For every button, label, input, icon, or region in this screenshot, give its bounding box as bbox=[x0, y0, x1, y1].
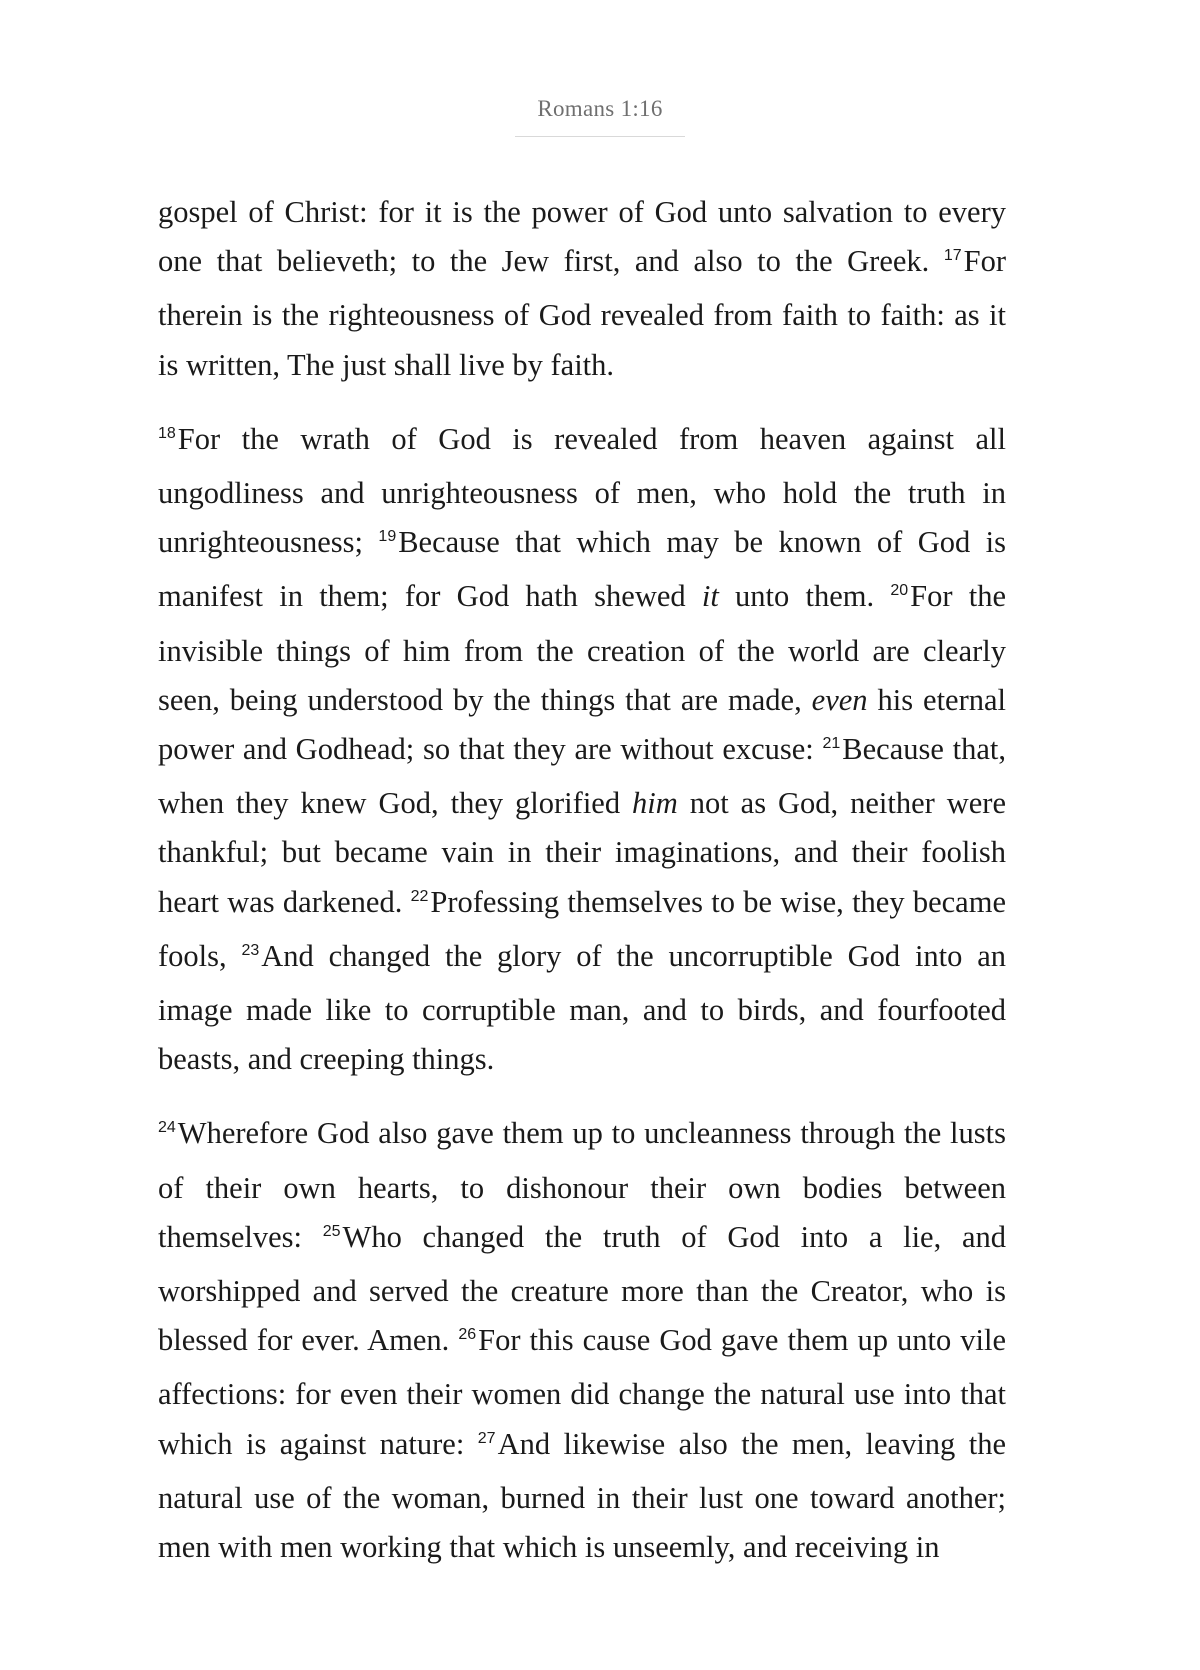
verse-number: 26 bbox=[458, 1326, 477, 1344]
verse-text: Because that, when they knew God, they glorified bbox=[158, 732, 1006, 821]
verse-text: For the invisible things of him from the creation of the world are clearly seen, being understood by the things that are made, bbox=[158, 579, 1006, 717]
verse-number: 27 bbox=[477, 1429, 496, 1447]
scripture-text bbox=[158, 188, 1006, 1572]
paragraph bbox=[158, 415, 1006, 1085]
page-header bbox=[0, 96, 1200, 137]
verse-text: For therein is the righteousness of God revealed from faith to faith: as it is written, The just shall live by faith. bbox=[158, 244, 1006, 382]
verse-text: For this cause God gave them up unto vile affections: for even their women did change the natural use into that which is against nature: bbox=[158, 1323, 1006, 1461]
verse-text: Professing themselves to be wise, they became fools, bbox=[158, 884, 1006, 973]
verse-number: 19 bbox=[378, 528, 397, 546]
verse-text: unto them. bbox=[718, 579, 891, 614]
running-head: Romans 1:16 bbox=[537, 96, 663, 121]
paragraph bbox=[158, 1109, 1006, 1572]
verse-text: Wherefore God also gave them up to uncleanness through the lusts of their own hearts, to dishonour their own bodies between themselves: bbox=[158, 1116, 1006, 1254]
verse-number: 18 bbox=[158, 424, 176, 442]
verse-text: And likewise also the men, leaving the natural use of the woman, burned in their lust one toward another; men with men working that which is unseemly, and receiving in bbox=[158, 1426, 1007, 1565]
italic-text: it bbox=[701, 579, 719, 614]
italic-text: even bbox=[811, 682, 868, 717]
verse-number: 17 bbox=[943, 247, 962, 265]
header-rule bbox=[515, 136, 685, 137]
verse-text: And changed the glory of the uncorruptible God into an image made like to corruptible man, and to birds, and fourfooted beasts, and creeping things. bbox=[158, 938, 1006, 1077]
verse-number: 21 bbox=[822, 735, 841, 753]
verse-text: Because that which may be known of God is manifest in them; for God hath shewed bbox=[158, 525, 1006, 614]
verse-number: 24 bbox=[158, 1119, 176, 1137]
italic-text: him bbox=[632, 786, 678, 821]
verse-text: For the wrath of God is revealed from heaven against all ungodliness and unrighteousness of men, who hold the truth in unrighteousness; bbox=[158, 421, 1006, 560]
verse-number: 25 bbox=[322, 1222, 341, 1240]
verse-number: 22 bbox=[410, 887, 429, 905]
verse-text: Who changed the truth of God into a lie, and worshipped and served the creature more than the Creator, who is blessed for ever. Amen. bbox=[158, 1219, 1006, 1358]
verse-text: gospel of Christ: for it is the power of God unto salvation to every one that believeth; to the Jew first, and also to the Greek. bbox=[158, 195, 1006, 279]
paragraph bbox=[158, 188, 1006, 390]
verse-text: his eternal power and Godhead; so that they are without excuse: bbox=[158, 682, 1006, 767]
verse-number: 20 bbox=[890, 582, 909, 600]
verse-text: not as God, neither were thankful; but became vain in their imaginations, and their foolish heart was darkened. bbox=[158, 786, 1007, 919]
verse-number: 23 bbox=[241, 941, 260, 959]
